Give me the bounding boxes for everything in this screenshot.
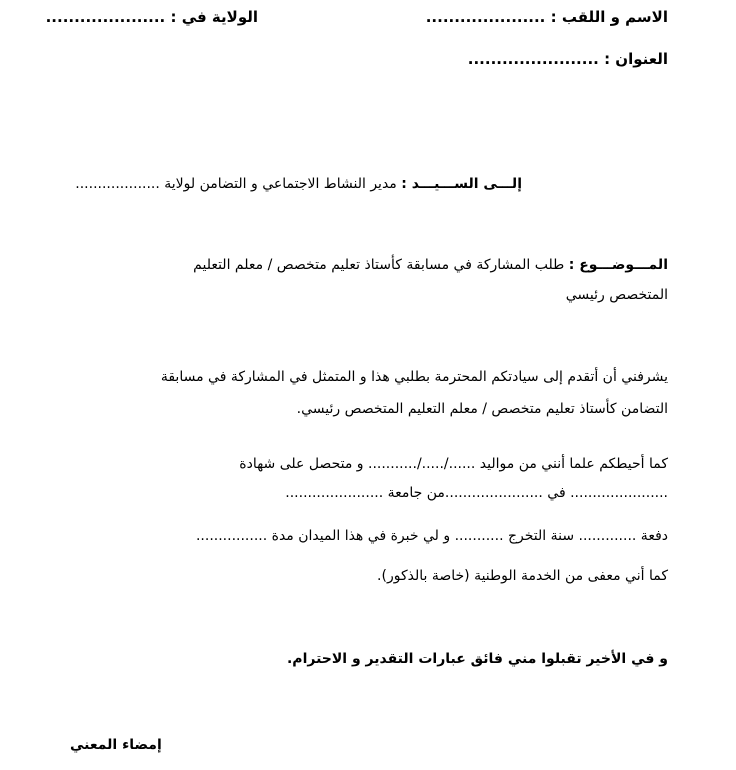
address-field: العنوان : ....................... (467, 50, 668, 68)
paragraph-2-line-2: ...................... في ......................من جامعة ...................... (285, 485, 668, 501)
name-field: الاسم و اللقب : ..................... (425, 8, 668, 26)
paragraph-2-line-4: كما أني معفى من الخدمة الوطنية (خاصة بالذكور). (377, 568, 668, 584)
recipient-text: مدير النشاط الاجتماعي و التضامن لولاية ................... (75, 176, 397, 192)
paragraph-1-line-1: يشرفني أن أتقدم إلى سيادتكم المحترمة بطلبي هذا و المتمثل في المشاركة في مسابقة (160, 369, 668, 385)
subject-line-2: المتخصص رئيسي (565, 287, 668, 303)
closing-line: و في الأخير تقبلوا مني فائق عبارات التقدير و الاحترام. (286, 651, 668, 667)
recipient-label: إلـــى الســـيـــد : (401, 176, 522, 192)
subject-text: طلب المشاركة في مسابقة كأستاذ تعليم متخصص / معلم التعليم (193, 257, 565, 273)
subject-label: المـــوضـــوع : (568, 257, 668, 273)
wilaya-field: الولاية في : ..................... (45, 8, 258, 26)
signature-label: إمضاء المعني (70, 737, 162, 753)
recipient-line (75, 176, 522, 192)
paragraph-2-line-1: كما أحيطكم علما أنني من مواليد ....../...../........... و متحصل على شهادة (239, 456, 668, 472)
subject-line-1 (193, 257, 668, 273)
paragraph-1-line-2: التضامن كأستاذ تعليم متخصص / معلم التعليم المتخصص رئيسي. (296, 401, 668, 417)
paragraph-2-line-3: دفعة ............. سنة التخرج ........... و لي خبرة في هذا الميدان مدة ................ (195, 528, 668, 544)
